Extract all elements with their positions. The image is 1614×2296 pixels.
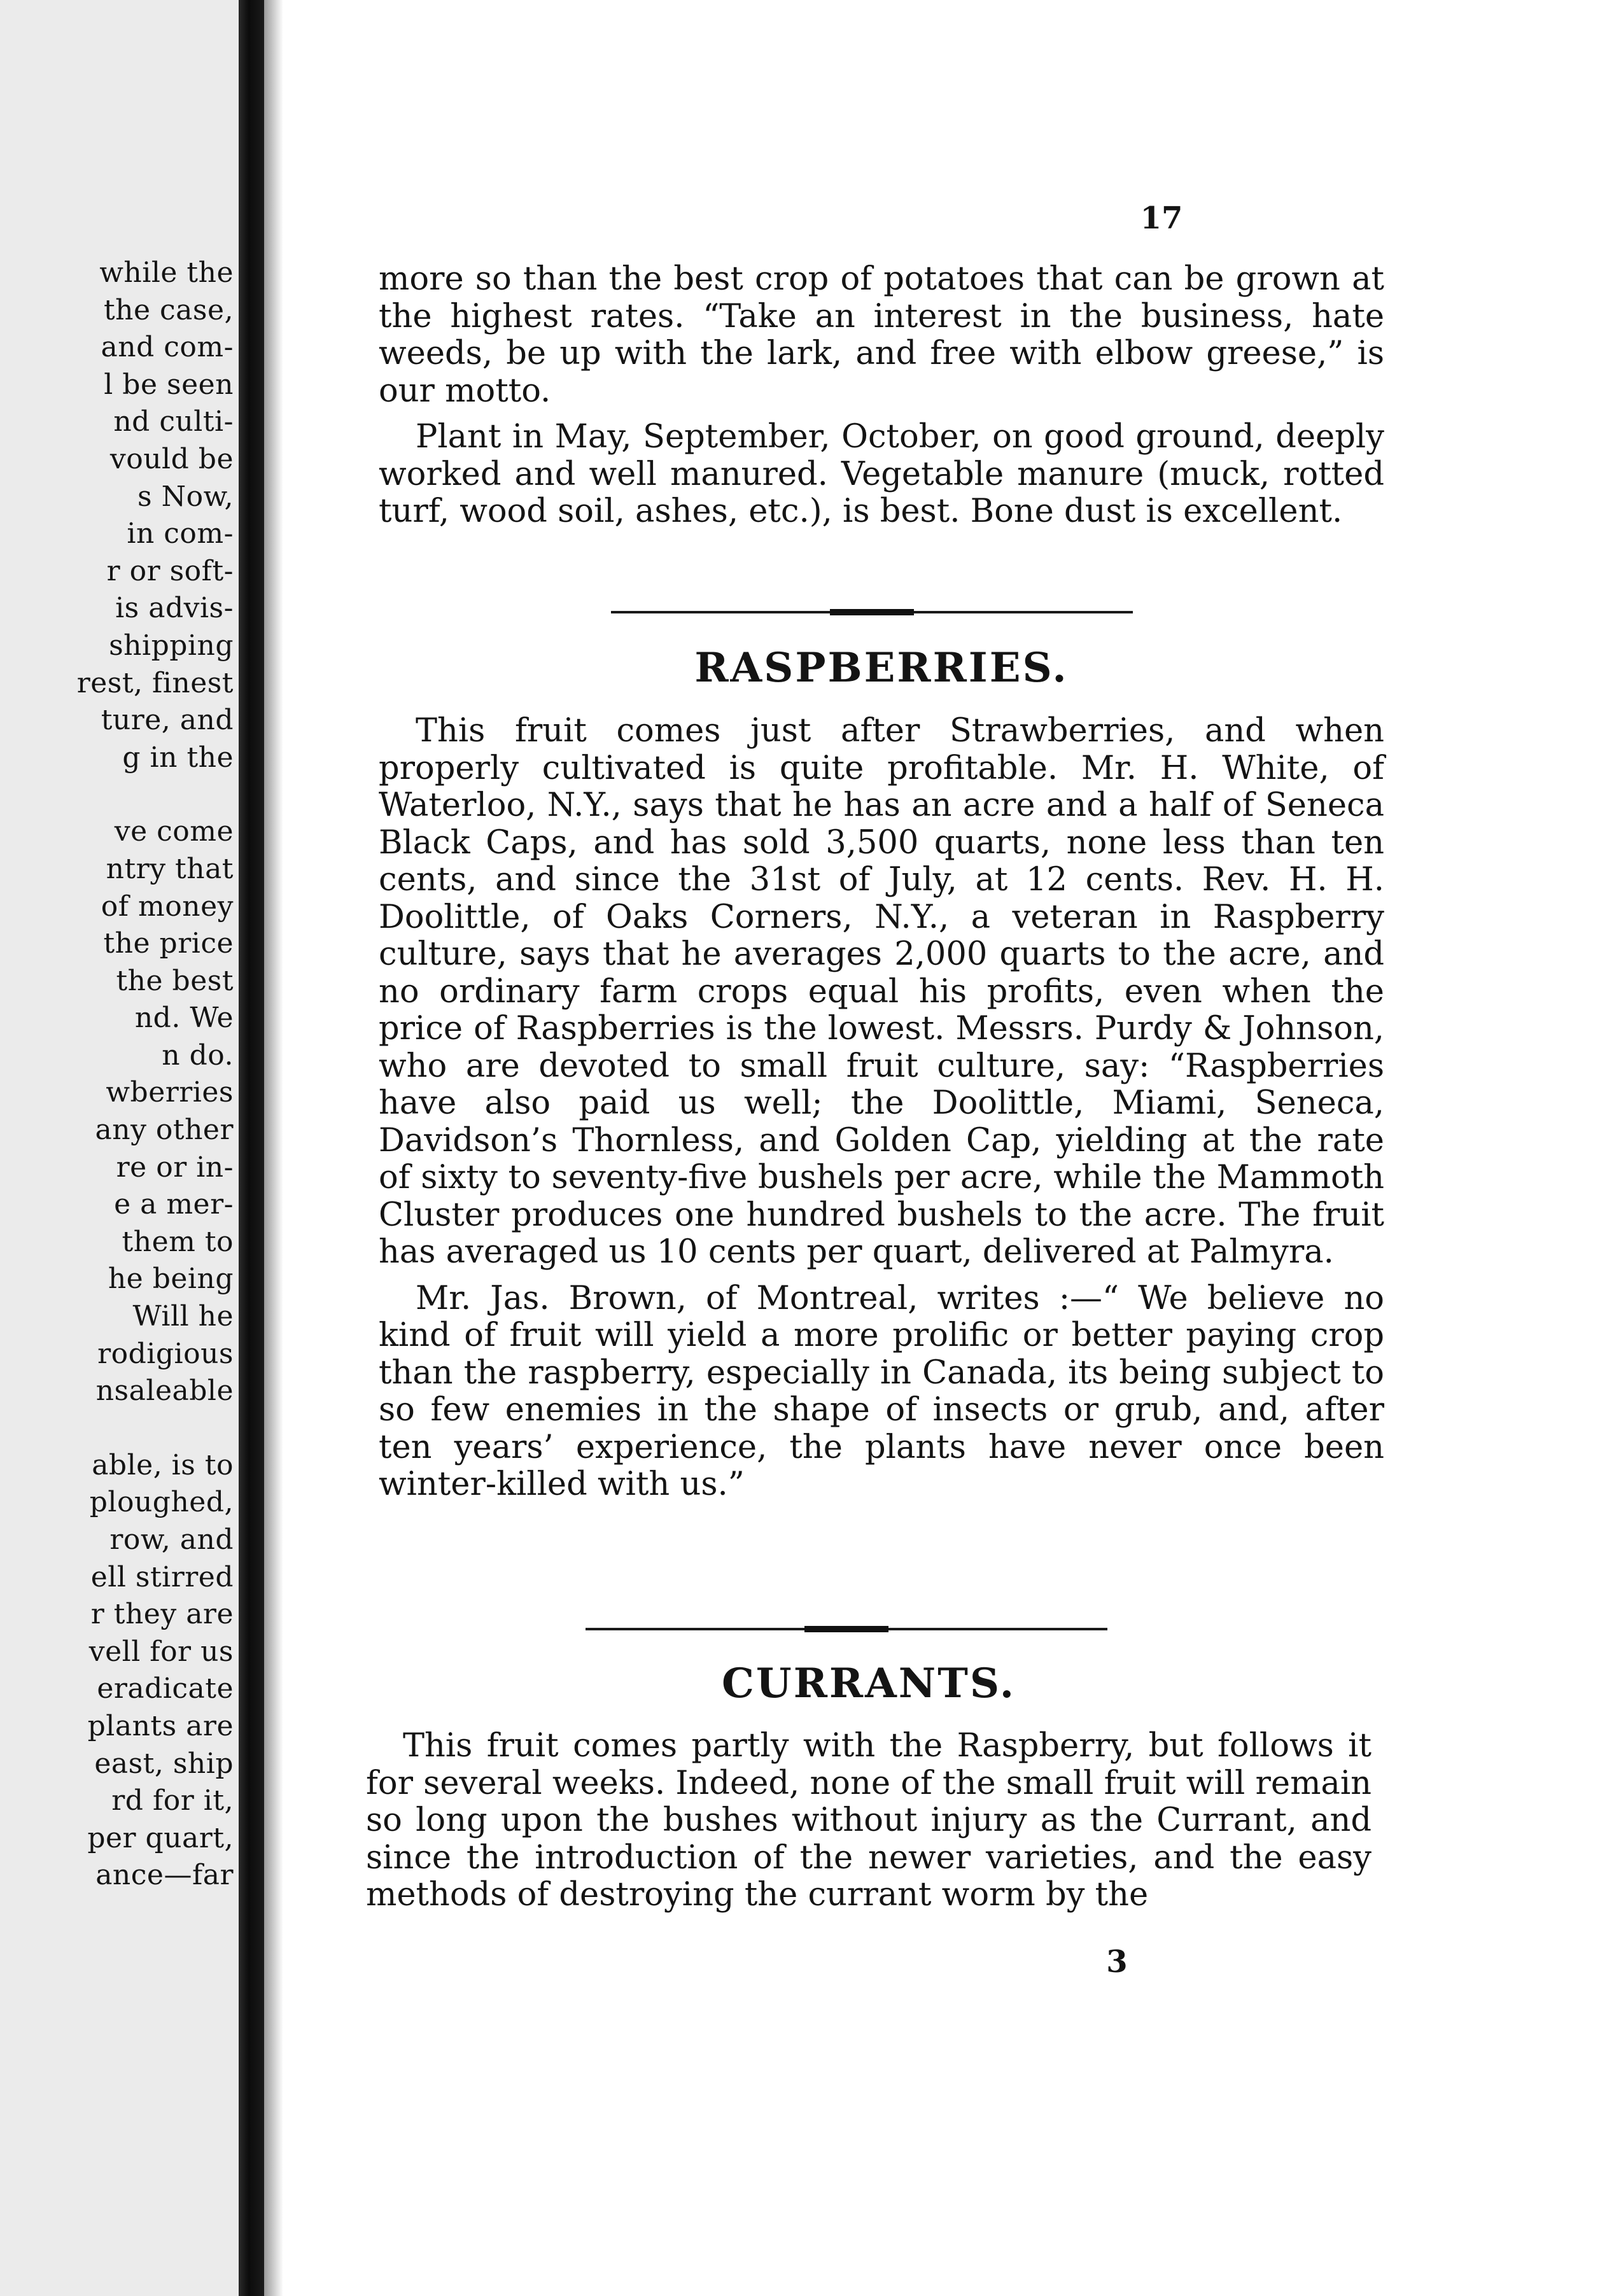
left-page-line: g in the bbox=[122, 741, 234, 774]
left-page-line: ntry that bbox=[106, 852, 234, 885]
left-page-line: nd culti- bbox=[113, 405, 234, 438]
left-page-line: l be seen bbox=[104, 368, 234, 401]
left-page-line: n do. bbox=[162, 1039, 234, 1072]
raspberries-heading: RASPBERRIES. bbox=[694, 644, 1069, 692]
left-page-line bbox=[0, 776, 239, 813]
left-page-line: them to bbox=[122, 1225, 234, 1258]
left-page-line: s Now, bbox=[137, 480, 234, 513]
left-page-line: able, is to bbox=[92, 1448, 234, 1481]
left-page-line: of money bbox=[101, 890, 234, 923]
left-page-line: rest, finest bbox=[76, 666, 234, 699]
left-page-line: ture, and bbox=[101, 704, 234, 737]
left-page-line: ve come bbox=[114, 815, 234, 848]
left-page-line: the case, bbox=[103, 293, 234, 326]
left-page-line: the price bbox=[103, 927, 234, 960]
left-page-line: e a mer- bbox=[114, 1188, 234, 1221]
left-page-line: any other bbox=[95, 1114, 234, 1147]
left-page-line: r or soft- bbox=[106, 554, 234, 587]
currants-text bbox=[366, 1728, 1372, 1914]
left-page-line: ance—far bbox=[95, 1859, 234, 1892]
page-number: 17 bbox=[1140, 200, 1183, 236]
currants-heading: CURRANTS. bbox=[721, 1660, 1016, 1707]
left-facing-page bbox=[0, 0, 239, 2296]
right-page bbox=[283, 0, 1614, 2296]
left-page-line: is advis- bbox=[115, 592, 234, 625]
left-page-line: row, and bbox=[109, 1523, 234, 1556]
raspberries-text bbox=[379, 713, 1384, 1504]
left-page-text bbox=[0, 255, 239, 1894]
left-page-line: east, ship bbox=[94, 1747, 234, 1780]
left-page-line: rd for it, bbox=[111, 1784, 234, 1817]
signature-mark: 3 bbox=[1106, 1944, 1128, 1980]
left-page-line: in com- bbox=[127, 517, 234, 550]
left-page-line: per quart, bbox=[87, 1821, 234, 1854]
left-page-line: nsaleable bbox=[95, 1375, 234, 1408]
left-page-line: and com- bbox=[101, 331, 234, 364]
section-divider bbox=[611, 611, 1133, 613]
raspberries-paragraph-1: This fruit comes just after Strawberries, and when properly cultivated is quite profitable. Mr. H. White, of Waterloo, N.Y., says that he has an acre and a half of Seneca Black Caps, and has sold 3,500 quarts, none less than ten cents, and since the 31st of July, at 12 cents. Rev. H. H. Doolittle, of Oaks Corners, N.Y., a veteran in Raspberry culture, says that he averages 2,000 quarts to the acre, and no ordinary farm crops equal his profits, even when the price of Raspberries is the lowest. Messrs. Purdy & Johnson, who are devoted to small fruit culture, say: “Raspberries have also paid us well; the Doolittle, Miami, Seneca, Davidson’s Thornless, and Golden Cap, yielding at the rate of sixty to seventy-five bushels per acre, while the Mammoth Cluster produces one hundred bushels to the acre. The fruit has averaged us 10 cents per quart, delivered at Palmyra. bbox=[379, 712, 1384, 1271]
left-page-line: vell for us bbox=[88, 1635, 234, 1668]
left-page-line: ell stirred bbox=[90, 1560, 234, 1593]
left-page-line: re or in- bbox=[116, 1151, 234, 1184]
left-page-line: vould be bbox=[109, 442, 234, 475]
intro-paragraph-1: more so than the best crop of potatoes that can be grown at the highest rates. “Take an interest in the business, hate weeds, be up with the lark, and free with elbow greese,” is our motto. bbox=[379, 260, 1384, 410]
gutter-shadow bbox=[264, 0, 283, 2296]
intro-paragraph-2: Plant in May, September, October, on good ground, deeply worked and well manured. Vegetable manure (muck, rotted turf, wood soil, ashes, etc.), is best. Bone dust is excellent. bbox=[379, 418, 1384, 530]
section-divider bbox=[586, 1628, 1107, 1630]
currants-paragraph-1: This fruit comes partly with the Raspberry, but follows it for several weeks. Indeed, none of the small fruit will remain so long upon the bushes without injury as the Currant, and since the introduction of the newer varieties, and the easy methods of destroying the currant worm by the bbox=[366, 1727, 1372, 1914]
raspberries-paragraph-2: Mr. Jas. Brown, of Montreal, writes :—“ We believe no kind of fruit will yield a more prolific or better paying crop than the raspberry, especially in Canada, its being subject to so few enemies in the shape of insects or grub, and, after ten years’ experience, the plants have never once been winter-killed with us.” bbox=[379, 1279, 1384, 1503]
left-page-line: while the bbox=[99, 256, 234, 289]
left-page-line: shipping bbox=[109, 629, 234, 662]
left-page-line bbox=[0, 1410, 239, 1447]
intro-text bbox=[379, 261, 1384, 531]
left-page-line: the best bbox=[116, 964, 234, 997]
left-page-line: eradicate bbox=[97, 1672, 234, 1705]
left-page-line: he being bbox=[108, 1263, 234, 1296]
left-page-line: ploughed, bbox=[89, 1486, 234, 1519]
left-page-line: plants are bbox=[87, 1709, 234, 1742]
left-page-line: Will he bbox=[132, 1300, 234, 1333]
left-page-line: r they are bbox=[90, 1598, 234, 1631]
left-page-line: wberries bbox=[106, 1076, 234, 1109]
left-page-line: nd. We bbox=[134, 1002, 234, 1035]
left-page-line: rodigious bbox=[97, 1337, 234, 1370]
book-gutter bbox=[239, 0, 264, 2296]
